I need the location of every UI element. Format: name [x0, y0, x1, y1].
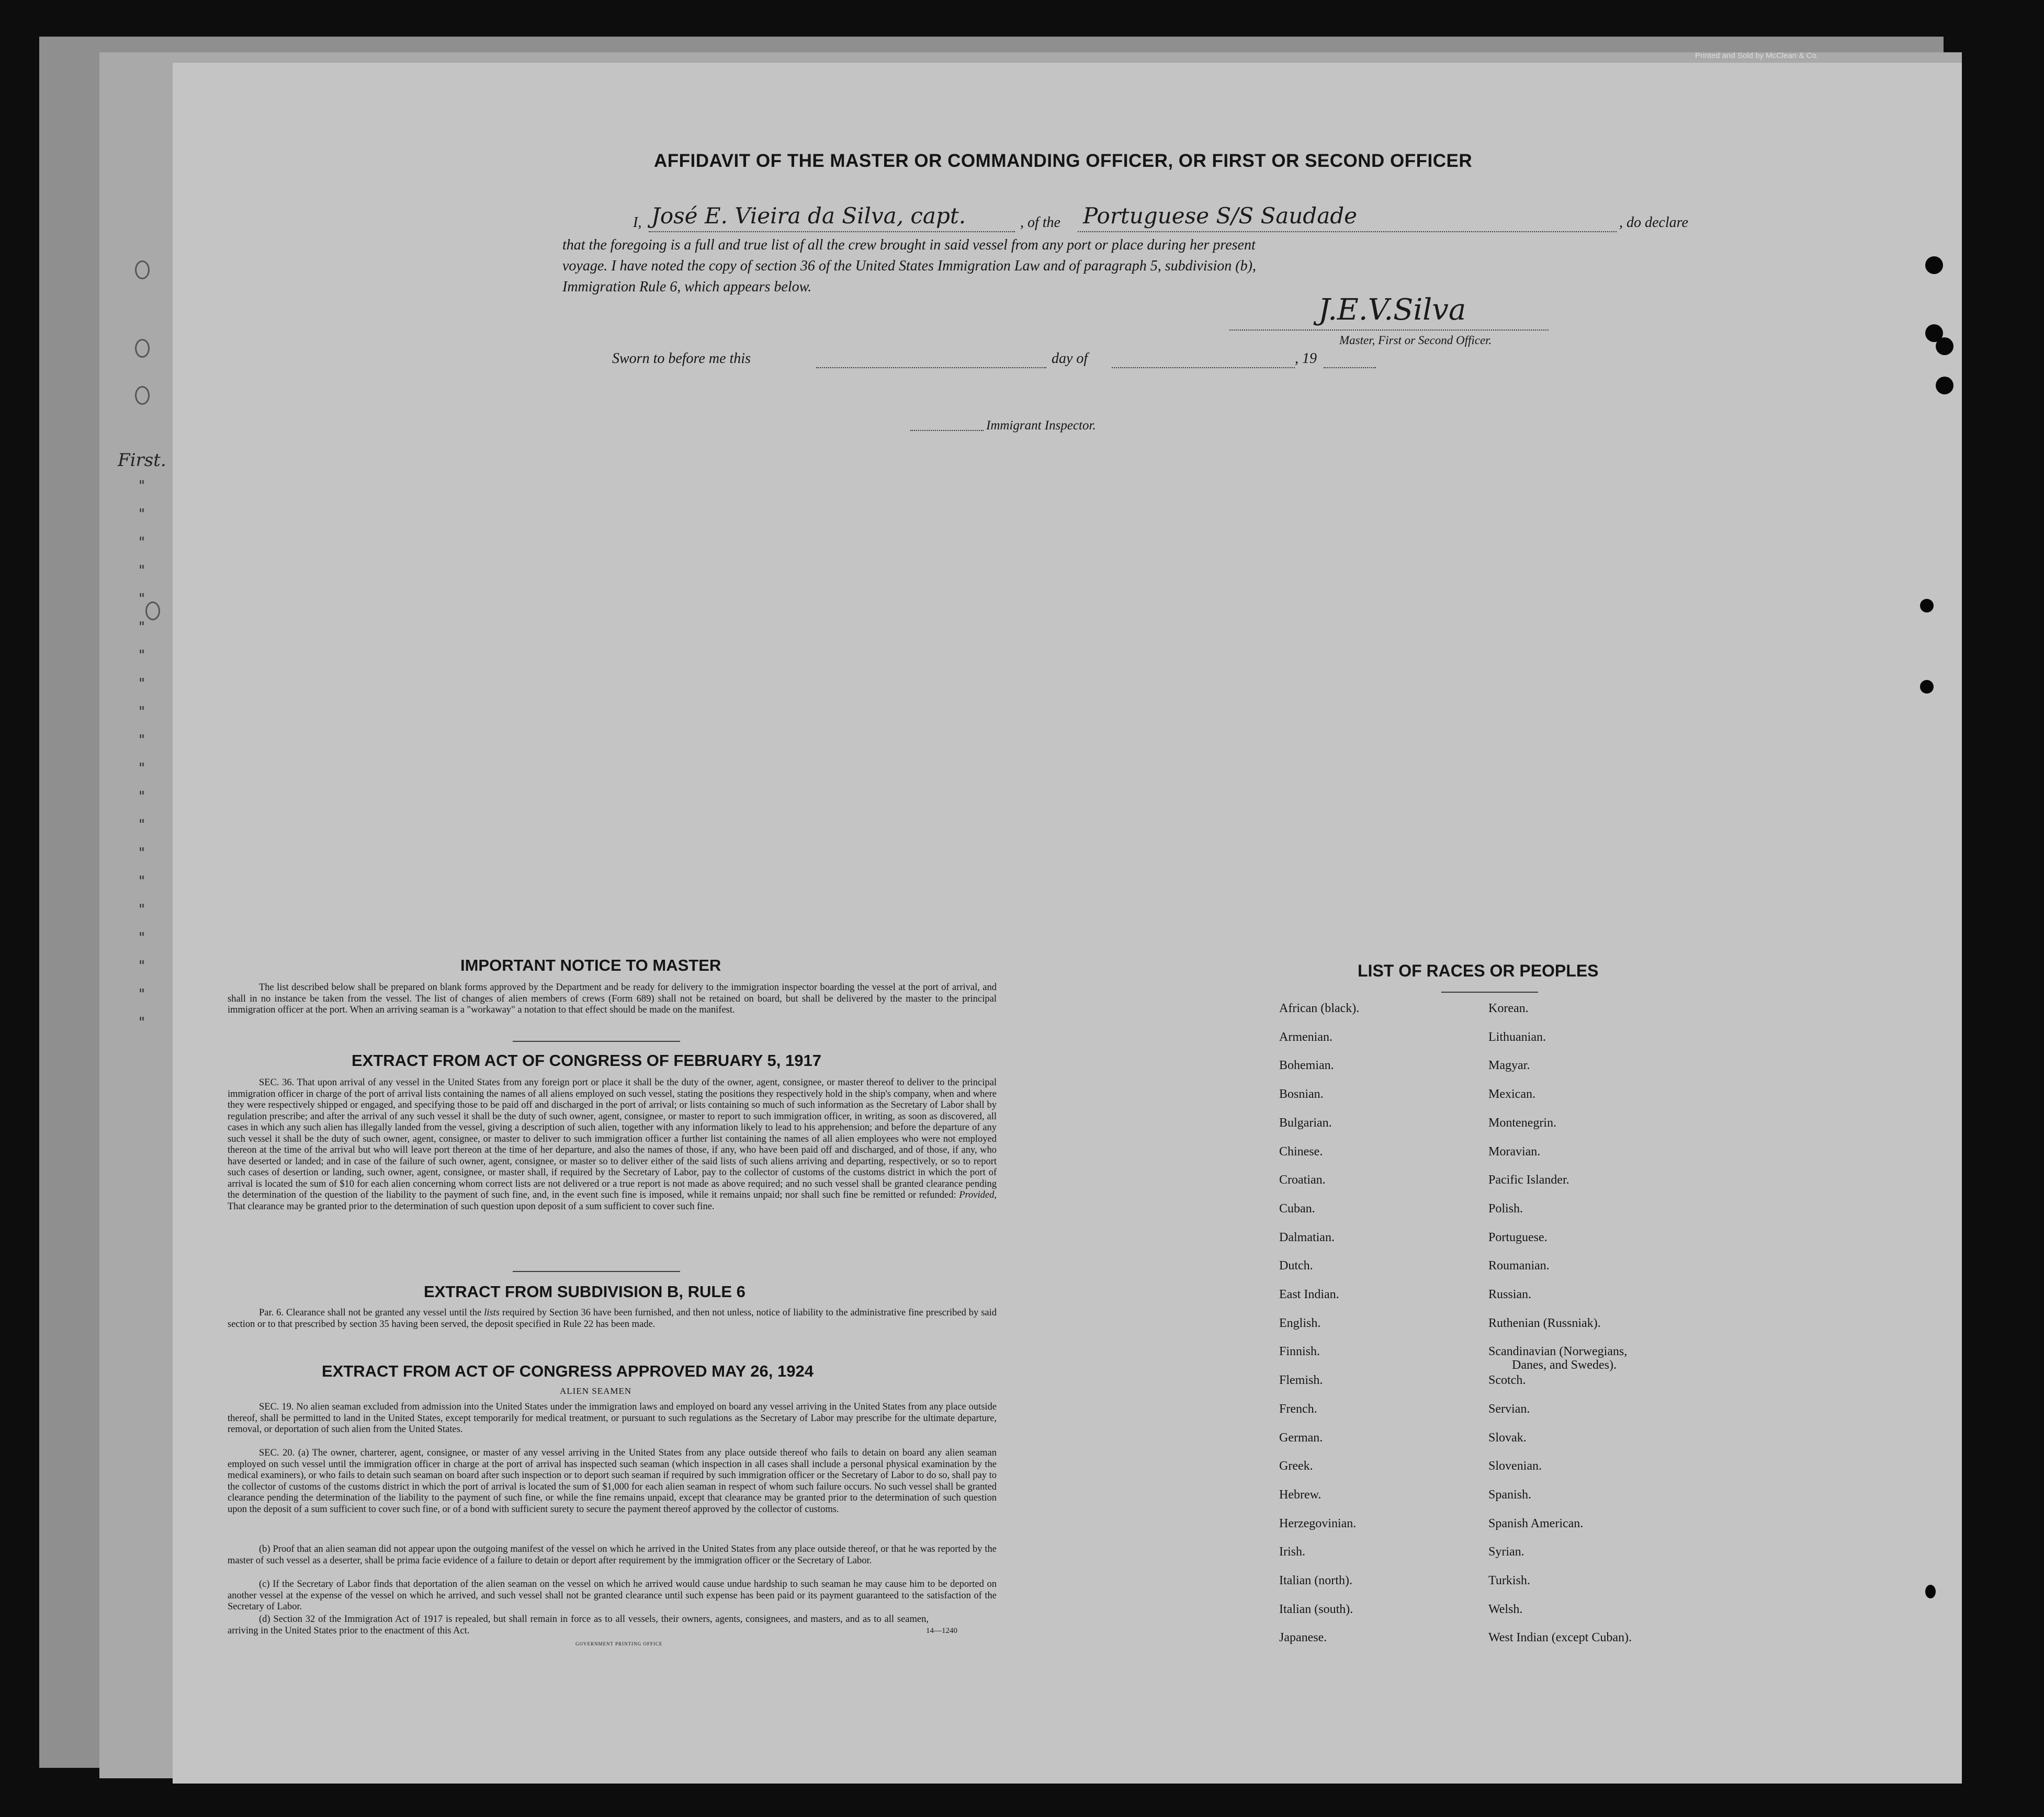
race-item: Spanish. — [1488, 1487, 1532, 1502]
of-the-label: , of the — [1020, 214, 1060, 231]
race-item: Syrian. — [1488, 1545, 1524, 1559]
declaration-line-1 — [633, 203, 1753, 234]
sworn-label: Sworn to before me this — [612, 350, 751, 367]
race-item: Finnish. — [1279, 1345, 1320, 1359]
signature-caption: Master, First or Second Officer. — [1339, 334, 1492, 347]
sec19-text: SEC. 19. No alien seaman excluded from admission into the United States under the immigration laws and employed on board any vessel arriving in the United States from any place outside thereof, shall be permitted to land in the United States, except temporarily for medical treatment, or pursuant to such regulations as the Secretary of Labor may prescribe for the ultimate departure, removal, or deportation of such alien from the United States. — [228, 1402, 997, 1435]
do-declare-label: , do declare — [1619, 214, 1688, 231]
race-item: Turkish. — [1488, 1574, 1530, 1587]
races-title: LIST OF RACES OR PEOPLES — [1358, 961, 1599, 980]
race-item: Ruthenian (Russniak). — [1488, 1316, 1601, 1330]
margin-mark: " — [139, 506, 145, 522]
punch-hole — [1920, 680, 1934, 694]
ring-mark — [145, 601, 160, 620]
affidavit-title: AFFIDAVIT OF THE MASTER OR COMMANDING OFFICER, OR FIRST OR SECOND OFFICER — [654, 151, 1473, 171]
extract-1924-title: EXTRACT FROM ACT OF CONGRESS APPROVED MAY 26, 1924 — [322, 1362, 814, 1380]
extract-1917-text — [228, 1077, 997, 1212]
races-column-1 — [1279, 1002, 1488, 1723]
race-item: East Indian. — [1279, 1288, 1339, 1301]
race-item: Scandinavian (Norwegians, — [1488, 1345, 1628, 1359]
margin-mark: " — [139, 478, 145, 494]
sec20a-text: SEC. 20. (a) The owner, charterer, agent, consignee, or master of any vessel arriving in the United States from any place outside thereof who fails to detain on board any alien seaman employed on such vessel until the immigration officer in charge at the port of arrival has inspected such seaman (which inspection in all cases shall include a personal physical examination by the medical examiners), or who fails to detain such seaman on board after such inspection or to deport such seaman if required by such immigration officer or the Secretary of Labor to do so, shall pay to the collector of customs of the customs district in which the port of arrival is located the sum of $1,000 for each alien seaman in respect of whom such failure occurs. No such vessel shall be granted clearance pending the determination of the liability to the payment of such fine, or while the fine remains unpaid, except that clearance may be granted prior to the determination of such question upon the deposit of a sum sufficient to cover such fine, or of a bond with sufficient surety to secure the payment thereof approved by the collector of customs. — [228, 1448, 997, 1515]
ring-mark — [135, 260, 150, 279]
race-item: Spanish American. — [1488, 1516, 1584, 1530]
extract-1917-title: EXTRACT FROM ACT OF CONGRESS OF FEBRUARY 5, 1917 — [352, 1051, 821, 1070]
punch-hole — [1925, 256, 1943, 274]
notice-text: The list described below shall be prepared on blank forms approved by the Department and be ready for delivery to the immigration inspector boarding the vessel at the port of arrival, and shall in no instance be taken from the vessel. The list of changes of alien members of crews (Form 689) shall not be retained on board, but shall be delivered by the master to the principal immigration officer at the port. When an arriving seaman is a "workaway" a notation to that effect should be made on the manifest. — [228, 982, 997, 1015]
declaration-line-4: Immigration Rule 6, which appears below. — [562, 279, 812, 295]
declaration-line-2: that the foregoing is a full and true list of all the crew brought in said vessel from any port or place during her present — [562, 237, 1256, 253]
race-item: Italian (north). — [1279, 1574, 1352, 1587]
race-item: Roumanian. — [1488, 1259, 1550, 1273]
race-item: Welsh. — [1488, 1602, 1523, 1616]
margin-mark: " — [139, 817, 145, 833]
rule6-text — [228, 1308, 997, 1330]
margin-mark: " — [139, 1015, 145, 1030]
race-item: Mexican. — [1488, 1087, 1535, 1101]
race-item: Dutch. — [1279, 1259, 1313, 1273]
margin-mark: " — [139, 648, 145, 663]
margin-mark: " — [139, 873, 145, 889]
punch-hole — [1925, 1585, 1936, 1598]
affidavit-page — [173, 63, 1962, 1784]
race-item: Servian. — [1488, 1402, 1530, 1416]
rule6-text-b: required by Section 36 have been furnished, and then not unless, notice of liability to the administrative fine prescribed by said section or to that prescribed by section 35 having been served, the deposit specified in Rule 22 has been made. — [228, 1308, 997, 1330]
margin-mark: " — [139, 845, 145, 861]
master-name: José E. Vieira da Silva, capt. — [651, 203, 966, 229]
races-column-2 — [1488, 1002, 1760, 1723]
inspector-label: Immigrant Inspector. — [986, 418, 1096, 433]
punch-hole — [1936, 377, 1953, 394]
ring-mark — [135, 386, 150, 405]
race-item: Slovenian. — [1488, 1459, 1542, 1473]
notice-title: IMPORTANT NOTICE TO MASTER — [460, 956, 721, 974]
year-label: , 19 — [1295, 350, 1317, 367]
sec20b-text: (b) Proof that an alien seaman did not appear upon the outgoing manifest of the vessel on which he arrived in the United States from any place outside thereof, or that he was reported by the master of such vessel as a deserter, shall be prima facie evidence of a failure to detain or deport after requirement by the immigration officer or the Secretary of Labor. — [228, 1544, 997, 1566]
race-item: Scotch. — [1488, 1373, 1526, 1388]
margin-mark: " — [139, 535, 145, 550]
race-item: Montenegrin. — [1488, 1116, 1556, 1130]
margin-mark: " — [139, 789, 145, 804]
margin-mark: " — [139, 563, 145, 578]
race-item: Bosnian. — [1279, 1087, 1324, 1101]
race-item: Pacific Islander. — [1488, 1173, 1569, 1187]
margin-mark: " — [139, 704, 145, 720]
margin-mark: " — [139, 958, 145, 974]
day-of-label: day of — [1052, 350, 1088, 367]
race-item: Armenian. — [1279, 1030, 1332, 1044]
proviso-rest: , That clearance may be granted prior to the determination of such question upon deposit of a sum sufficient to cover such fine. — [228, 1190, 997, 1212]
race-item: West Indian (except Cuban). — [1488, 1631, 1632, 1645]
ring-mark — [135, 339, 150, 358]
proviso-word: Provided — [959, 1190, 995, 1200]
pronoun-i: I, — [633, 214, 642, 231]
race-item: Bulgarian. — [1279, 1116, 1332, 1130]
race-item: Dalmatian. — [1279, 1230, 1335, 1244]
race-item: Italian (south). — [1279, 1602, 1353, 1616]
margin-mark: " — [139, 902, 145, 917]
officer-signature: J.E.V.Silva — [1318, 293, 1466, 327]
race-item: Herzegovinian. — [1279, 1516, 1357, 1530]
punch-hole — [1936, 337, 1953, 355]
sworn-line — [612, 350, 1397, 371]
alien-seamen-subtitle: ALIEN SEAMEN — [560, 1386, 632, 1396]
rule6-text-a: Par. 6. Clearance shall not be granted any vessel until the — [259, 1308, 482, 1318]
margin-mark: First. — [118, 450, 166, 471]
rule6-title: EXTRACT FROM SUBDIVISION B, RULE 6 — [424, 1282, 746, 1301]
margin-mark: " — [139, 591, 145, 607]
margin-mark: " — [139, 760, 145, 776]
race-item: Irish. — [1279, 1545, 1305, 1559]
race-item: Korean. — [1488, 1002, 1529, 1015]
race-item: Chinese. — [1279, 1144, 1323, 1159]
race-item: Japanese. — [1279, 1631, 1327, 1645]
race-item: Slovak. — [1488, 1430, 1527, 1445]
race-item: Moravian. — [1488, 1144, 1541, 1159]
extract-1917-body: SEC. 36. That upon arrival of any vessel in the United States from any foreign port or place it shall be the duty of the owner, agent, consignee, or master thereof to deliver to the principal immigration officer in charge of the port of arrival lists containing the names of all aliens employed on such vessel, stating the positions they respectively hold in the ship's company, when and where they were respectively shipped or engaged, and specifying those to be paid off and discharged in the port of arrival; or lists containing so much of such information as the Secretary of Labor shall by regulation prescribe; and after the arrival of any such vessel it shall be the duty of such owner, agent, consignee, or master to report to such immigration officer, in writing, as soon as discovered, all cases in which any such alien has illegally landed from the vessel, giving a description of such alien, together with any information likely to lead to his apprehension; and before the departure of any such vessel it shall be the duty of such owner, agent, consignee, or master to deliver to such immigration officer a further list containing the names of all alien employees who were not employed thereon at the time of the arrival but who will leave port thereon at the time of her departure, and also the names of those, if any, who have been paid off and discharged, and of those, if any, who have deserted or landed; and in case of the failure of such owner, agent, consignee, or master so to deliver either of the said lists of such aliens arriving and departing, respectively, or so to report such cases of desertion or landing, such owner, agent, consignee, or master shall, if required by the Secretary of Labor, pay to the collector of customs of the customs district in which the port of arrival is located the sum of $10 for each alien concerning whom correct lists are not delivered or a true report is not made as above required; and no such vessel shall be granted clearance pending the determination of the question of the liability to the payment of such fine, and, in the event such fine is imposed, while it remains unpaid; nor shall such fine be remitted or refunded: — [228, 1077, 997, 1200]
punch-hole — [1920, 599, 1934, 612]
race-item: French. — [1279, 1402, 1317, 1416]
race-item: Greek. — [1279, 1459, 1313, 1473]
race-item: Cuban. — [1279, 1201, 1315, 1216]
race-item: Russian. — [1488, 1288, 1532, 1301]
race-item: Polish. — [1488, 1201, 1523, 1216]
race-item: Croatian. — [1279, 1173, 1326, 1187]
sec20c-text: (c) If the Secretary of Labor finds that deportation of the alien seaman on the vessel on which he arrived would cause undue hardship to such seaman he may cause him to be deported on another vessel at the expense of the vessel on which he arrived, and such vessel shall not be granted clearance until such expense has been paid or its payment guaranteed to the satisfaction of the Secretary of Labor. — [228, 1579, 997, 1612]
top-credit: Printed and Sold by McClean & Co. — [1695, 51, 1819, 60]
margin-mark: " — [139, 930, 145, 946]
printer-mark: GOVERNMENT PRINTING OFFICE — [575, 1641, 663, 1646]
race-item: German. — [1279, 1430, 1323, 1445]
margin-mark: " — [139, 619, 145, 635]
race-item-continuation: Danes, and Swedes). — [1512, 1358, 1617, 1372]
margin-mark: " — [139, 986, 145, 1002]
race-item: Lithuanian. — [1488, 1030, 1546, 1044]
margin-mark: " — [139, 676, 145, 691]
race-item: Hebrew. — [1279, 1487, 1322, 1502]
race-item: Flemish. — [1279, 1373, 1323, 1388]
rule6-lists: lists — [484, 1308, 500, 1318]
race-item: African (black). — [1279, 1002, 1360, 1015]
form-number: 14—1240 — [926, 1627, 957, 1635]
race-item: English. — [1279, 1316, 1321, 1330]
race-item: Magyar. — [1488, 1059, 1530, 1073]
declaration-line-3: voyage. I have noted the copy of section 36 of the United States Immigration Law and of paragraph 5, subdivision (b), — [562, 258, 1256, 274]
race-item: Portuguese. — [1488, 1230, 1548, 1244]
race-item: Bohemian. — [1279, 1059, 1334, 1073]
margin-mark: " — [139, 732, 145, 748]
vessel-name: Portuguese S/S Saudade — [1083, 203, 1357, 229]
sec20d-text: (d) Section 32 of the Immigration Act of 1917 is repealed, but shall remain in force as to all vessels, their owners, agents, consignees, and masters, and as to all seamen, arriving in the United States prior to the enactment of this Act. — [228, 1614, 929, 1636]
